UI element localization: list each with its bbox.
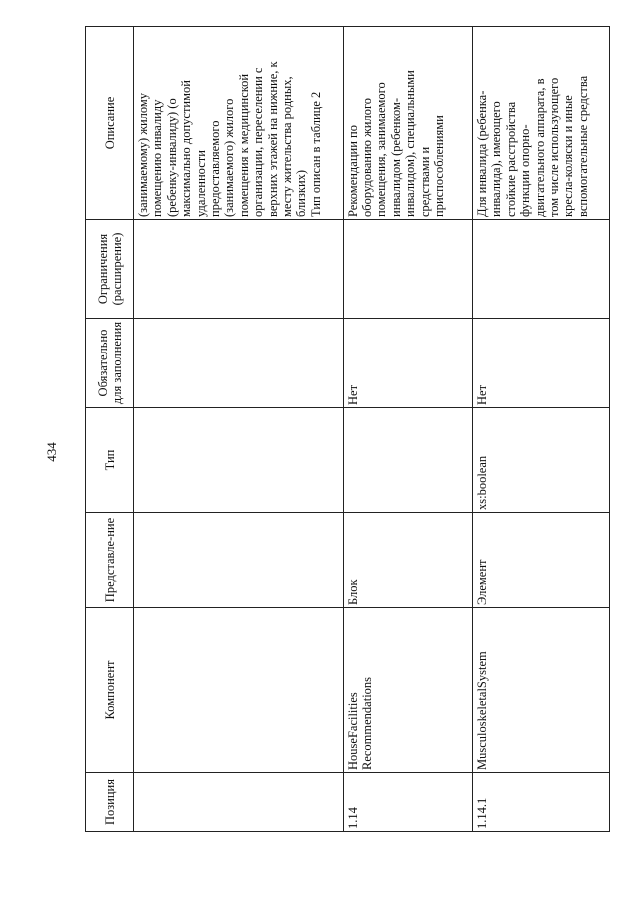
cell-required: Нет (472, 319, 609, 408)
cell-type: xs:boolean (472, 408, 609, 513)
header-component: Компонент (86, 608, 134, 773)
cell-representation (134, 513, 344, 608)
header-required: Обязательно для заполнения (86, 319, 134, 408)
cell-position: 1.14.1 (472, 773, 609, 832)
cell-component: HouseFacilities Recommendations (343, 608, 472, 773)
specification-table (85, 26, 610, 832)
cell-position: 1.14 (343, 773, 472, 832)
header-restrictions: Ограничения (расширение) (86, 220, 134, 319)
cell-representation: Блок (343, 513, 472, 608)
table-row (134, 27, 344, 832)
cell-restrictions (343, 220, 472, 319)
table-header-row (86, 27, 134, 832)
page-number: 434 (44, 442, 59, 462)
cell-type (134, 408, 344, 513)
cell-type (343, 408, 472, 513)
cell-description: Для инвалида (ребенка- инвалида), имеющего стойкие расстройства функции опорно- двигательного аппарата, в том числе использующего кресла-коляски и иные вспомогательные средства (472, 27, 609, 220)
header-description: Описание (86, 27, 134, 220)
header-position: Позиция (86, 773, 134, 832)
cell-component: MusculoskeletalSystem (472, 608, 609, 773)
cell-required: Нет (343, 319, 472, 408)
cell-representation: Элемент (472, 513, 609, 608)
cell-restrictions (134, 220, 344, 319)
cell-restrictions (472, 220, 609, 319)
table-row (343, 27, 472, 832)
cell-component (134, 608, 344, 773)
cell-required (134, 319, 344, 408)
cell-description: (занимаемому) жилому помещению инвалиду (ребенку-инвалиду) (о максимально допустимой удаленности предоставляемого (занимаемого) жилого помещения к медицинской организации, переселении с верхних этажей на нижние, к месту жительства родных, близких) Тип описан в таблице 2 (134, 27, 344, 220)
cell-position (134, 773, 344, 832)
header-type: Тип (86, 408, 134, 513)
cell-description: Рекомендации по оборудованию жилого помещения, занимаемого инвалидом (ребенком- инвалидом), специальными средствами и приспособлениями (343, 27, 472, 220)
rotated-table-wrapper (85, 62, 610, 832)
table-row (472, 27, 609, 832)
header-representation: Представле-ние (86, 513, 134, 608)
